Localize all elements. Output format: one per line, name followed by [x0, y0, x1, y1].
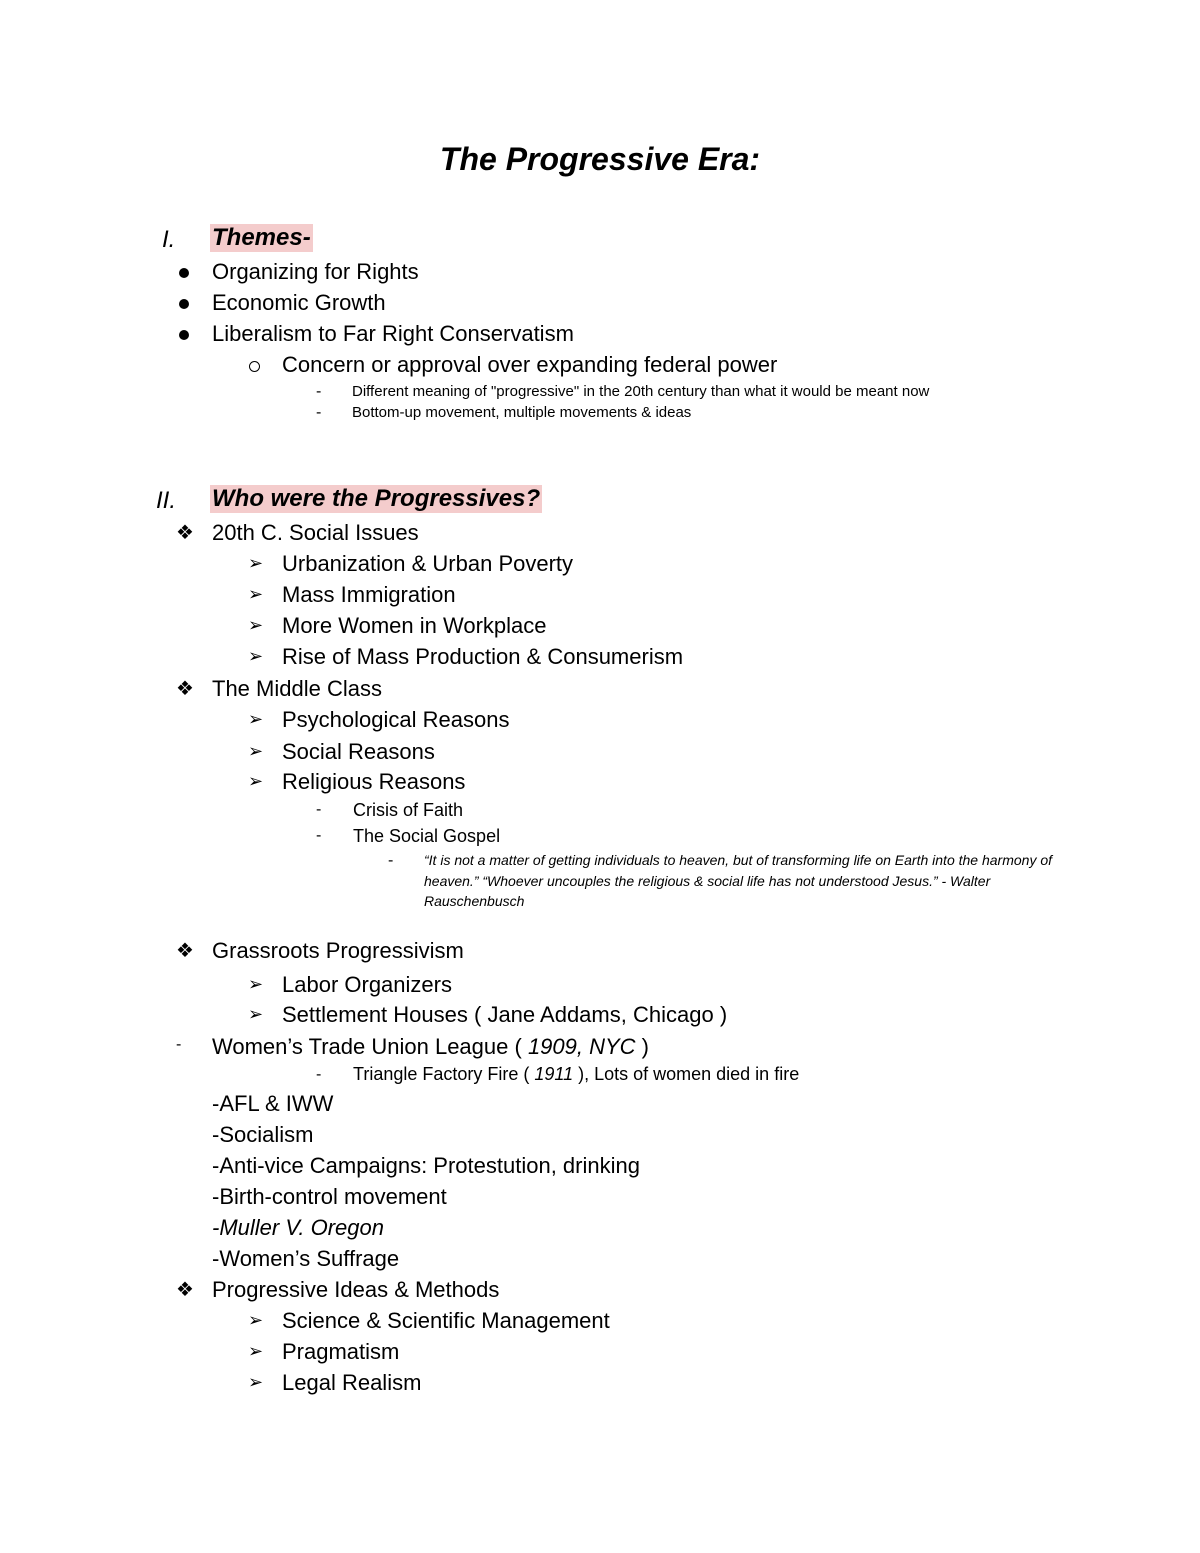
dash-icon: -	[176, 1036, 182, 1053]
note-item: Different meaning of "progressive" in the 20th century than what it would be meant now	[352, 383, 930, 400]
hollow-bullet-icon	[249, 361, 260, 372]
section-numeral: II.	[156, 487, 177, 514]
list-item: Progressive Ideas & Methods	[212, 1277, 500, 1302]
list-item: Triangle Factory Fire ( 1911 ), Lots of women died in fire	[353, 1064, 800, 1084]
diamond-bullet-icon: ❖	[176, 522, 194, 544]
list-item: Psychological Reasons	[282, 707, 510, 732]
list-item: -Muller V. Oregon	[212, 1215, 384, 1240]
list-item: Concern or approval over expanding federal power	[282, 352, 778, 377]
list-item: -AFL & IWW	[212, 1091, 334, 1116]
list-item: More Women in Workplace	[282, 613, 547, 638]
list-item: Mass Immigration	[282, 582, 456, 607]
diamond-bullet-icon: ❖	[176, 678, 194, 700]
list-item: The Social Gospel	[353, 826, 501, 846]
section-heading: Who were the Progressives?	[212, 485, 541, 512]
list-item: Liberalism to Far Right Conservatism	[212, 321, 574, 346]
section-heading: Themes-	[212, 224, 311, 251]
list-item: Organizing for Rights	[212, 259, 419, 284]
triangle-year: 1911	[534, 1064, 574, 1084]
list-item: The Middle Class	[212, 676, 382, 701]
dash-icon: -	[316, 383, 322, 400]
arrow-bullet-icon: ➢	[248, 1004, 264, 1024]
dash-icon: -	[316, 827, 322, 844]
list-item: Grassroots Progressivism	[212, 938, 464, 963]
arrow-bullet-icon: ➢	[248, 741, 264, 761]
list-item: Pragmatism	[282, 1339, 400, 1364]
bullet-icon	[179, 330, 189, 340]
diamond-bullet-icon: ❖	[176, 940, 194, 962]
arrow-bullet-icon: ➢	[248, 615, 264, 635]
diamond-bullet-icon: ❖	[176, 1279, 194, 1301]
quote-text: “It is not a matter of getting individuals to heaven, but of transforming life on Earth into the harmony of heaven.” “Whoever uncouples the religious & social life has not understood Jesus.” - Walter Rauschenbusch	[424, 852, 1053, 909]
list-item: Science & Scientific Management	[282, 1308, 610, 1333]
list-item: Rise of Mass Production & Consumerism	[282, 644, 684, 669]
dash-icon: -	[316, 1066, 322, 1083]
list-item: Urbanization & Urban Poverty	[282, 551, 574, 576]
list-item: -Women’s Suffrage	[212, 1246, 400, 1271]
list-item: -Birth-control movement	[212, 1184, 447, 1209]
list-item: Religious Reasons	[282, 769, 466, 794]
settlement-name: Jane Addams, Chicago	[487, 1002, 714, 1027]
list-item: -Anti-vice Campaigns: Protestution, drinking	[212, 1153, 640, 1178]
arrow-bullet-icon: ➢	[248, 1341, 264, 1361]
arrow-bullet-icon: ➢	[248, 771, 264, 791]
dash-icon: -	[316, 801, 322, 818]
arrow-bullet-icon: ➢	[248, 974, 264, 994]
list-item: Settlement Houses ( Jane Addams, Chicago )	[282, 1002, 728, 1027]
note-item: Bottom-up movement, multiple movements & ideas	[352, 404, 692, 421]
page-title: The Progressive Era:	[439, 141, 761, 177]
arrow-bullet-icon: ➢	[248, 553, 264, 573]
arrow-bullet-icon: ➢	[248, 584, 264, 604]
arrow-bullet-icon: ➢	[248, 709, 264, 729]
list-item: Legal Realism	[282, 1370, 422, 1395]
list-item: Economic Growth	[212, 290, 386, 315]
list-item: Women’s Trade Union League ( 1909, NYC )	[212, 1034, 650, 1059]
list-item: 20th C. Social Issues	[212, 520, 419, 545]
bullet-icon	[179, 299, 189, 309]
list-item: Crisis of Faith	[353, 800, 464, 820]
arrow-bullet-icon: ➢	[248, 1310, 264, 1330]
list-item: Labor Organizers	[282, 972, 452, 997]
wtul-detail: 1909, NYC	[527, 1034, 636, 1059]
arrow-bullet-icon: ➢	[248, 646, 264, 666]
list-item: -Socialism	[212, 1122, 314, 1147]
dash-icon: -	[316, 404, 322, 421]
list-item: Social Reasons	[282, 739, 435, 764]
bullet-icon	[179, 268, 189, 278]
arrow-bullet-icon: ➢	[248, 1372, 264, 1392]
dash-icon: -	[388, 852, 394, 869]
section-numeral: I.	[162, 226, 176, 253]
